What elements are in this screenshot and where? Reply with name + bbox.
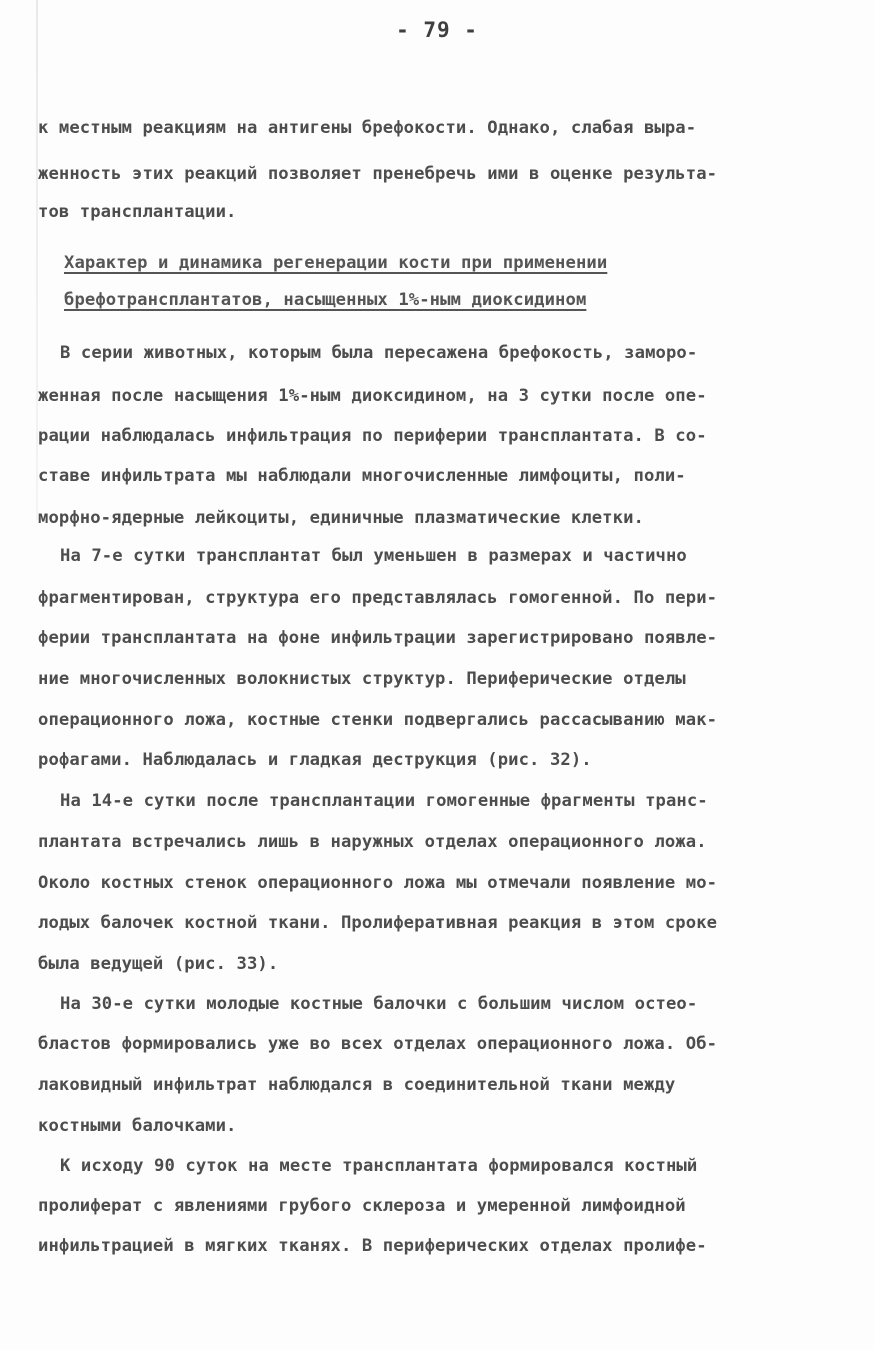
text-line: К исходу 90 суток на месте трансплантата формировался костный (60, 1156, 698, 1176)
page-number: - 79 - (396, 18, 478, 42)
text-line: инфильтрацией в мягких тканях. В периферических отделах пролифе- (38, 1236, 707, 1256)
section-heading: брефотрансплантатов, насыщенных 1%-ным диоксидином (64, 290, 587, 310)
text-line: ние многочисленных волокнистых структур. Периферические отделы (38, 669, 686, 689)
text-line: рофагами. Наблюдалась и гладкая деструкция (рис. 32). (38, 750, 592, 770)
text-line: женность этих реакций позволяет пренебречь ими в оценке результа- (38, 164, 718, 184)
text-line: В серии животных, которым была пересажена брефокость, заморо- (60, 343, 698, 363)
text-line: фрагментирован, структура его представлялась гомогенной. По пери- (38, 588, 718, 608)
text-line: женная после насыщения 1%-ным диоксидином, на 3 сутки после опе- (38, 386, 707, 406)
text-line: была ведущей (рис. 33). (38, 954, 279, 974)
text-line: На 7-е сутки трансплантат был уменьшен в размерах и частично (60, 546, 687, 566)
text-line: лодых балочек костной ткани. Пролиферативная реакция в этом сроке (38, 913, 718, 933)
section-heading: Характер и динамика регенерации кости при применении (64, 253, 608, 273)
text-line: На 30-е сутки молодые костные балочки с большим числом остео- (60, 994, 698, 1014)
text-line: ставе инфильтрата мы наблюдали многочисленные лимфоциты, поли- (38, 466, 686, 486)
text-line: На 14-е сутки после трансплантации гомогенные фрагменты транс- (60, 791, 708, 811)
text-line: костными балочками. (38, 1116, 237, 1136)
text-line: ферии трансплантата на фоне инфильтрации зарегистрировано появле- (38, 628, 718, 648)
text-line: лаковидный инфильтрат наблюдался в соединительной ткани между (38, 1075, 676, 1095)
text-line: бластов формировались уже во всех отделах операционного ложа. Об- (38, 1034, 718, 1054)
text-line: тов трансплантации. (38, 202, 237, 222)
text-line: Около костных стенок операционного ложа мы отмечали появление мо- (38, 873, 718, 893)
text-line: морфно-ядерные лейкоциты, единичные плазматические клетки. (38, 508, 644, 528)
text-line: пролиферат с явлениями грубого склероза и умеренной лимфоидной (38, 1196, 686, 1216)
text-line: к местным реакциям на антигены брефокости. Однако, слабая выра- (38, 118, 697, 138)
text-line: плантата встречались лишь в наружных отделах операционного ложа. (38, 832, 707, 852)
text-line: операционного ложа, костные стенки подвергались рассасыванию мак- (38, 710, 718, 730)
text-line: рации наблюдалась инфильтрация по периферии трансплантата. В со- (38, 426, 707, 446)
